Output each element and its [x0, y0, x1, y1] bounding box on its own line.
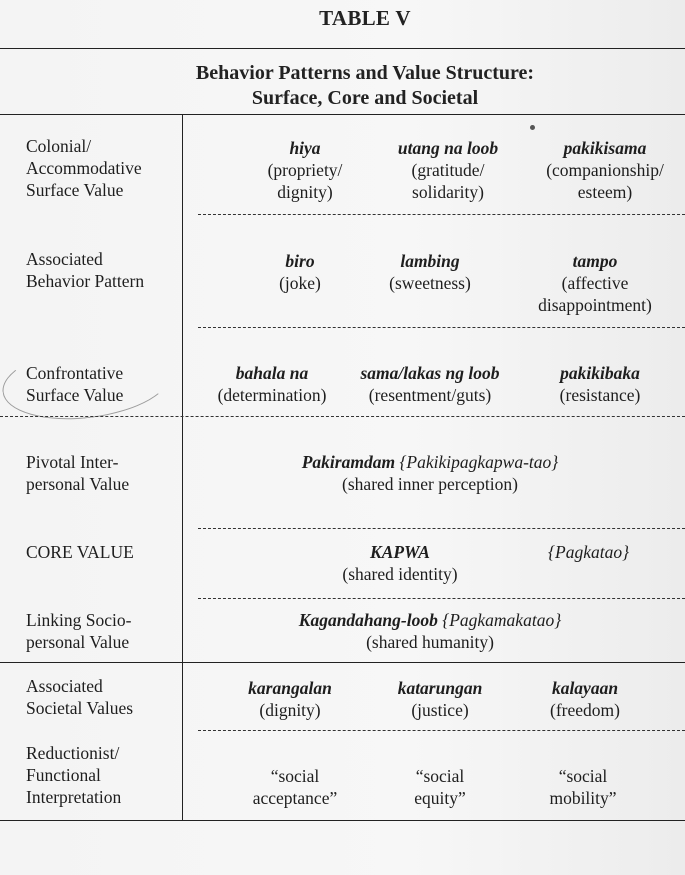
column-divider	[182, 114, 183, 820]
row-label-reductionist: Reductionist/ Functional Interpretation	[26, 743, 122, 807]
row-label-pivotal: Pivotal Inter- personal Value	[26, 452, 130, 494]
cell-katarungan: katarungan (justice)	[397, 678, 483, 720]
cell-biro: biro (joke)	[279, 251, 321, 293]
cell-bahala-na: bahala na (determination)	[217, 363, 327, 405]
top-rule	[0, 48, 685, 49]
cell-kalayaan: kalayaan (freedom)	[550, 678, 620, 720]
dashed-separator	[198, 214, 685, 215]
cell-pakikisama: pakikisama (companionship/ esteem)	[546, 138, 664, 202]
cell-pakiramdam: Pakiramdam {Pakikipagkapwa-tao} (shared inner perception)	[301, 452, 559, 494]
cell-pagkatao: {Pagkatao}	[548, 542, 630, 562]
cell-kagandahang-loob: Kagandahang-loob {Pagkamakatao} (shared humanity)	[298, 610, 562, 652]
cell-kapwa: KAPWA (shared identity)	[342, 542, 458, 584]
cell-tampo: tampo (affective disappointment)	[538, 251, 652, 315]
row-label-linking: Linking Socio- personal Value	[26, 610, 132, 652]
cell-sama-lakas-ng-loob: sama/lakas ng loob (resentment/guts)	[360, 363, 500, 405]
cell-social-mobility: “social mobility”	[549, 766, 617, 808]
cell-utang-na-loob: utang na loob (gratitude/ solidarity)	[397, 138, 499, 202]
dashed-separator	[198, 327, 685, 328]
cell-pakikibaka: pakikibaka (resistance)	[559, 363, 641, 405]
subtitle-rule	[0, 114, 685, 115]
table-subtitle-line-2: Surface, Core and Societal	[251, 87, 479, 109]
section-rule	[0, 662, 685, 663]
cell-lambing: lambing (sweetness)	[389, 251, 471, 293]
table-subtitle-line-1: Behavior Patterns and Value Structure:	[195, 62, 535, 84]
dashed-separator	[198, 730, 685, 731]
cell-social-acceptance: “social acceptance”	[252, 766, 338, 808]
row-label-confrontative: Confrontative Surface Value	[26, 363, 124, 405]
row-label-behavior-pattern: Associated Behavior Pattern	[26, 249, 145, 291]
dashed-separator	[198, 598, 685, 599]
dashed-separator	[198, 528, 685, 529]
dashed-separator-full	[0, 416, 685, 417]
ink-speck	[530, 125, 535, 130]
row-label-colonial: Colonial/ Accommodative Surface Value	[26, 136, 142, 200]
row-label-societal: Associated Societal Values	[26, 676, 134, 718]
bottom-rule	[0, 820, 685, 821]
cell-karangalan: karangalan (dignity)	[248, 678, 332, 720]
cell-hiya: hiya (propriety/ dignity)	[267, 138, 343, 202]
row-label-core-value: CORE VALUE	[26, 542, 134, 562]
cell-social-equity: “social equity”	[414, 766, 466, 808]
table-title: TABLE V	[319, 6, 411, 30]
